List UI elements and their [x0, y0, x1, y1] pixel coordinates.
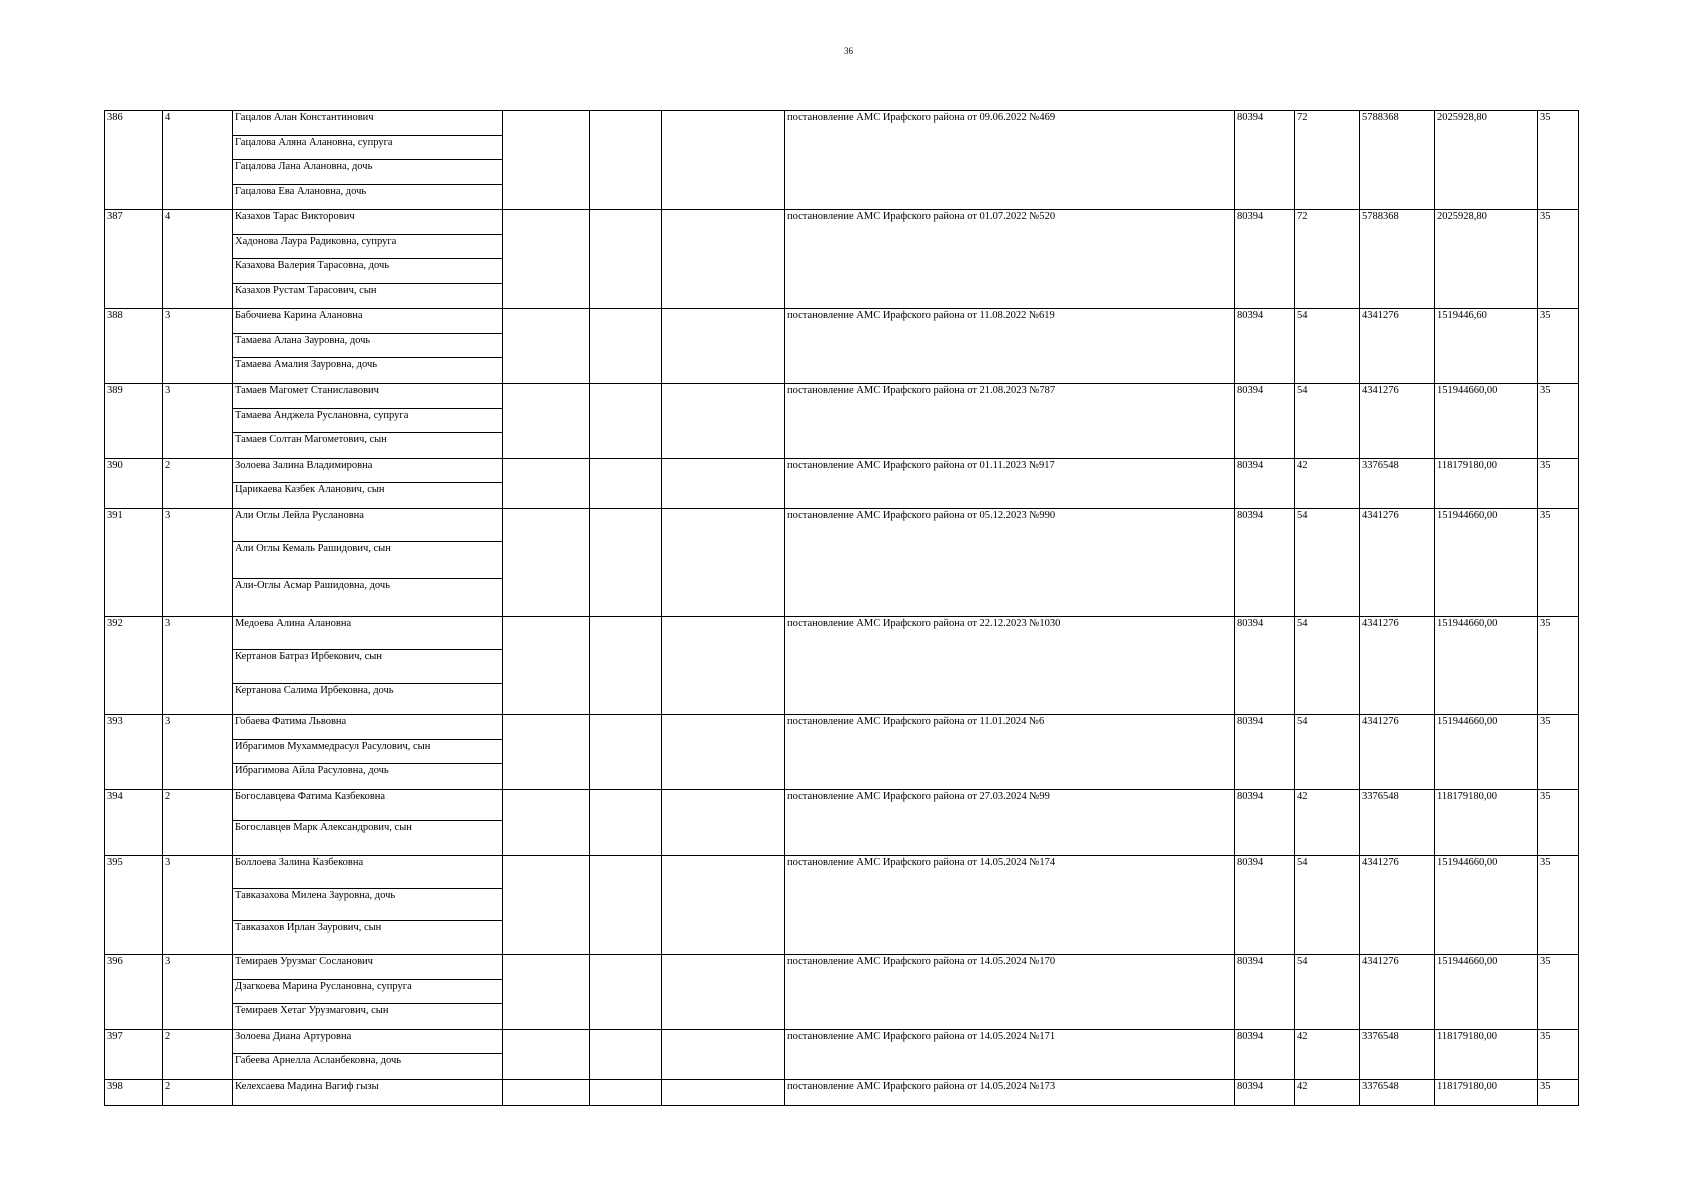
table-row [105, 383, 1579, 458]
percent-cell: 35 [1538, 458, 1579, 508]
members-count-cell: 3 [163, 309, 233, 384]
decision-document-cell: постановление АМС Ирафского района от 11.01.2024 №6 [785, 714, 1235, 789]
members-count-cell: 3 [163, 714, 233, 789]
family-members-cell [233, 714, 503, 789]
table-row [105, 954, 1579, 1029]
empty-cell-5 [590, 210, 662, 309]
row-number-cell: 388 [105, 309, 163, 384]
family-members-cell [233, 508, 503, 616]
row-number-cell: 393 [105, 714, 163, 789]
members-count-cell: 3 [163, 383, 233, 458]
standard-cell: 80394 [1235, 855, 1295, 954]
area-cell: 42 [1295, 458, 1360, 508]
family-member: Кертанов Батраз Ирбекович, сын [233, 650, 502, 684]
area-cell: 54 [1295, 616, 1360, 714]
standard-cell: 80394 [1235, 954, 1295, 1029]
cost-cell: 4341276 [1360, 383, 1435, 458]
empty-cell-5 [590, 954, 662, 1029]
standard-cell: 80394 [1235, 714, 1295, 789]
members-count-cell: 4 [163, 210, 233, 309]
table-row [105, 616, 1579, 714]
cost-cell: 4341276 [1360, 309, 1435, 384]
family-members-cell [233, 855, 503, 954]
empty-cell-4 [503, 458, 590, 508]
cost-cell: 3376548 [1360, 1079, 1435, 1105]
empty-cell-6 [662, 789, 785, 855]
table-row [105, 1029, 1579, 1079]
family-member: Кертанова Салима Ирбековна, дочь [235, 684, 394, 696]
family-member: Боллоева Залина Казбековна [233, 856, 502, 889]
family-member: Казахов Тарас Викторович [233, 210, 502, 235]
standard-cell: 80394 [1235, 309, 1295, 384]
decision-document-cell: постановление АМС Ирафского района от 27.03.2024 №99 [785, 789, 1235, 855]
amount-cell: 118179180,00 [1435, 1079, 1538, 1105]
area-cell: 72 [1295, 111, 1360, 210]
table-row [105, 855, 1579, 954]
empty-cell-4 [503, 714, 590, 789]
family-member: Тавказахова Милена Зауровна, дочь [233, 889, 502, 921]
family-member: Казахова Валерия Тарасовна, дочь [233, 259, 502, 284]
family-members-cell [233, 458, 503, 508]
decision-document-cell: постановление АМС Ирафского района от 22.12.2023 №1030 [785, 616, 1235, 714]
amount-cell: 151944660,00 [1435, 616, 1538, 714]
empty-cell-4 [503, 383, 590, 458]
cost-cell: 4341276 [1360, 855, 1435, 954]
cost-cell: 5788368 [1360, 111, 1435, 210]
family-members-cell [233, 789, 503, 855]
family-members-cell [233, 1029, 503, 1079]
family-member: Гобаева Фатима Львовна [233, 715, 502, 740]
empty-cell-6 [662, 111, 785, 210]
percent-cell: 35 [1538, 1079, 1579, 1105]
family-members-cell [233, 210, 503, 309]
amount-cell: 151944660,00 [1435, 954, 1538, 1029]
amount-cell: 2025928,80 [1435, 111, 1538, 210]
empty-cell-5 [590, 458, 662, 508]
row-number-cell: 386 [105, 111, 163, 210]
row-number-cell: 394 [105, 789, 163, 855]
family-member: Хадонова Лаура Радиковна, супруга [233, 235, 502, 260]
empty-cell-4 [503, 1079, 590, 1105]
empty-cell-6 [662, 616, 785, 714]
amount-cell: 151944660,00 [1435, 383, 1538, 458]
empty-cell-6 [662, 210, 785, 309]
percent-cell: 35 [1538, 111, 1579, 210]
standard-cell: 80394 [1235, 458, 1295, 508]
empty-cell-5 [590, 855, 662, 954]
empty-cell-4 [503, 789, 590, 855]
row-number-cell: 398 [105, 1079, 163, 1105]
standard-cell: 80394 [1235, 1079, 1295, 1105]
amount-cell: 118179180,00 [1435, 1029, 1538, 1079]
table-row [105, 458, 1579, 508]
empty-cell-6 [662, 714, 785, 789]
family-members-cell [233, 1079, 503, 1105]
area-cell: 42 [1295, 789, 1360, 855]
standard-cell: 80394 [1235, 1029, 1295, 1079]
percent-cell: 35 [1538, 383, 1579, 458]
family-members-cell [233, 383, 503, 458]
percent-cell: 35 [1538, 789, 1579, 855]
family-member: Тамаев Магомет Станиславович [233, 384, 502, 409]
family-member: Али-Оглы Асмар Рашидовна, дочь [235, 579, 390, 591]
percent-cell: 35 [1538, 714, 1579, 789]
cost-cell: 4341276 [1360, 714, 1435, 789]
table-row [105, 111, 1579, 210]
family-member: Медоева Алина Алановна [233, 617, 502, 650]
row-number-cell: 397 [105, 1029, 163, 1079]
empty-cell-5 [590, 508, 662, 616]
table-row [105, 714, 1579, 789]
area-cell: 42 [1295, 1029, 1360, 1079]
percent-cell: 35 [1538, 616, 1579, 714]
family-member: Али Оглы Лейла Руслановна [233, 509, 502, 542]
area-cell: 54 [1295, 309, 1360, 384]
table-row [105, 210, 1579, 309]
cost-cell: 3376548 [1360, 458, 1435, 508]
family-member: Дзагкоева Марина Руслановна, супруга [233, 980, 502, 1005]
family-member: Золоева Залина Владимировна [233, 459, 502, 484]
area-cell: 42 [1295, 1079, 1360, 1105]
registry-table [104, 110, 1579, 1106]
row-number-cell: 389 [105, 383, 163, 458]
table-row [105, 508, 1579, 616]
empty-cell-5 [590, 111, 662, 210]
standard-cell: 80394 [1235, 383, 1295, 458]
family-member: Ибрагимова Айла Расуловна, дочь [235, 765, 389, 777]
members-count-cell: 3 [163, 954, 233, 1029]
table-row [105, 789, 1579, 855]
empty-cell-4 [503, 111, 590, 210]
empty-cell-6 [662, 309, 785, 384]
row-number-cell: 392 [105, 616, 163, 714]
family-member: Габеева Арнелла Асланбековна, дочь [235, 1055, 402, 1067]
members-count-cell: 2 [163, 789, 233, 855]
decision-document-cell: постановление АМС Ирафского района от 14.05.2024 №170 [785, 954, 1235, 1029]
empty-cell-6 [662, 1079, 785, 1105]
cost-cell: 5788368 [1360, 210, 1435, 309]
family-members-cell [233, 954, 503, 1029]
standard-cell: 80394 [1235, 210, 1295, 309]
percent-cell: 35 [1538, 210, 1579, 309]
family-member: Тавказахов Ирлан Заурович, сын [235, 921, 382, 933]
empty-cell-4 [503, 954, 590, 1029]
empty-cell-4 [503, 616, 590, 714]
family-members-cell [233, 616, 503, 714]
amount-cell: 151944660,00 [1435, 714, 1538, 789]
area-cell: 54 [1295, 855, 1360, 954]
empty-cell-5 [590, 309, 662, 384]
empty-cell-5 [590, 1079, 662, 1105]
percent-cell: 35 [1538, 1029, 1579, 1079]
area-cell: 54 [1295, 714, 1360, 789]
cost-cell: 4341276 [1360, 616, 1435, 714]
family-member: Али Оглы Кемаль Рашидович, сын [233, 542, 502, 579]
members-count-cell: 2 [163, 1079, 233, 1105]
family-member: Золоева Диана Артуровна [233, 1030, 502, 1055]
empty-cell-4 [503, 855, 590, 954]
percent-cell: 35 [1538, 309, 1579, 384]
area-cell: 54 [1295, 508, 1360, 616]
standard-cell: 80394 [1235, 111, 1295, 210]
family-member: Бабочиева Карина Алановна [233, 309, 502, 334]
family-member: Тамаева Алана Зауровна, дочь [233, 334, 502, 359]
family-member: Тамаев Солтан Магометович, сын [235, 434, 387, 446]
empty-cell-6 [662, 508, 785, 616]
members-count-cell: 3 [163, 616, 233, 714]
family-member: Келехсаева Мадина Вагиф гызы [235, 1080, 379, 1092]
row-number-cell: 390 [105, 458, 163, 508]
empty-cell-5 [590, 616, 662, 714]
members-count-cell: 2 [163, 458, 233, 508]
family-member: Тамаева Амалия Зауровна, дочь [235, 359, 378, 371]
family-member: Ибрагимов Мухаммедрасул Расулович, сын [233, 740, 502, 765]
decision-document-cell: постановление АМС Ирафского района от 14.05.2024 №171 [785, 1029, 1235, 1079]
decision-document-cell: постановление АМС Ирафского района от 14.05.2024 №173 [785, 1079, 1235, 1105]
area-cell: 72 [1295, 210, 1360, 309]
area-cell: 54 [1295, 954, 1360, 1029]
family-member: Темираев Хетаг Урузмагович, сын [235, 1005, 389, 1017]
cost-cell: 4341276 [1360, 954, 1435, 1029]
empty-cell-6 [662, 1029, 785, 1079]
amount-cell: 151944660,00 [1435, 855, 1538, 954]
empty-cell-6 [662, 458, 785, 508]
table-row [105, 309, 1579, 384]
family-member: Темираев Урузмаг Сосланович [233, 955, 502, 980]
decision-document-cell: постановление АМС Ирафского района от 21.08.2023 №787 [785, 383, 1235, 458]
empty-cell-5 [590, 714, 662, 789]
decision-document-cell: постановление АМС Ирафского района от 01.11.2023 №917 [785, 458, 1235, 508]
empty-cell-4 [503, 309, 590, 384]
empty-cell-4 [503, 1029, 590, 1079]
amount-cell: 118179180,00 [1435, 789, 1538, 855]
percent-cell: 35 [1538, 855, 1579, 954]
percent-cell: 35 [1538, 954, 1579, 1029]
amount-cell: 151944660,00 [1435, 508, 1538, 616]
area-cell: 54 [1295, 383, 1360, 458]
cost-cell: 3376548 [1360, 789, 1435, 855]
family-member: Гацалова Ева Алановна, дочь [235, 185, 367, 197]
members-count-cell: 4 [163, 111, 233, 210]
family-members-cell [233, 111, 503, 210]
family-members-cell [233, 309, 503, 384]
members-count-cell: 2 [163, 1029, 233, 1079]
row-number-cell: 391 [105, 508, 163, 616]
amount-cell: 2025928,80 [1435, 210, 1538, 309]
standard-cell: 80394 [1235, 616, 1295, 714]
table-row [105, 1079, 1579, 1105]
family-member: Казахов Рустам Тарасович, сын [235, 284, 377, 296]
family-member: Богославцева Фатима Казбековна [233, 790, 502, 821]
decision-document-cell: постановление АМС Ирафского района от 05.12.2023 №990 [785, 508, 1235, 616]
members-count-cell: 3 [163, 855, 233, 954]
family-member: Гацалова Лана Алановна, дочь [233, 160, 502, 185]
empty-cell-5 [590, 383, 662, 458]
empty-cell-5 [590, 789, 662, 855]
empty-cell-6 [662, 855, 785, 954]
decision-document-cell: постановление АМС Ирафского района от 01.07.2022 №520 [785, 210, 1235, 309]
decision-document-cell: постановление АМС Ирафского района от 09.06.2022 №469 [785, 111, 1235, 210]
cost-cell: 4341276 [1360, 508, 1435, 616]
empty-cell-6 [662, 383, 785, 458]
empty-cell-4 [503, 508, 590, 616]
family-member: Гацалова Аляна Алановна, супруга [233, 136, 502, 161]
page-number: 36 [844, 46, 853, 56]
row-number-cell: 387 [105, 210, 163, 309]
amount-cell: 118179180,00 [1435, 458, 1538, 508]
family-member: Царикаева Казбек Аланович, сын [235, 484, 385, 496]
members-count-cell: 3 [163, 508, 233, 616]
standard-cell: 80394 [1235, 508, 1295, 616]
empty-cell-5 [590, 1029, 662, 1079]
family-member: Гацалов Алан Константинович [233, 111, 502, 136]
family-member: Тамаева Анджела Руслановна, супруга [233, 409, 502, 434]
decision-document-cell: постановление АМС Ирафского района от 14.05.2024 №174 [785, 855, 1235, 954]
decision-document-cell: постановление АМС Ирафского района от 11.08.2022 №619 [785, 309, 1235, 384]
row-number-cell: 396 [105, 954, 163, 1029]
row-number-cell: 395 [105, 855, 163, 954]
amount-cell: 1519446,60 [1435, 309, 1538, 384]
standard-cell: 80394 [1235, 789, 1295, 855]
family-member: Богославцев Марк Александрович, сын [235, 821, 412, 833]
percent-cell: 35 [1538, 508, 1579, 616]
empty-cell-4 [503, 210, 590, 309]
empty-cell-6 [662, 954, 785, 1029]
cost-cell: 3376548 [1360, 1029, 1435, 1079]
